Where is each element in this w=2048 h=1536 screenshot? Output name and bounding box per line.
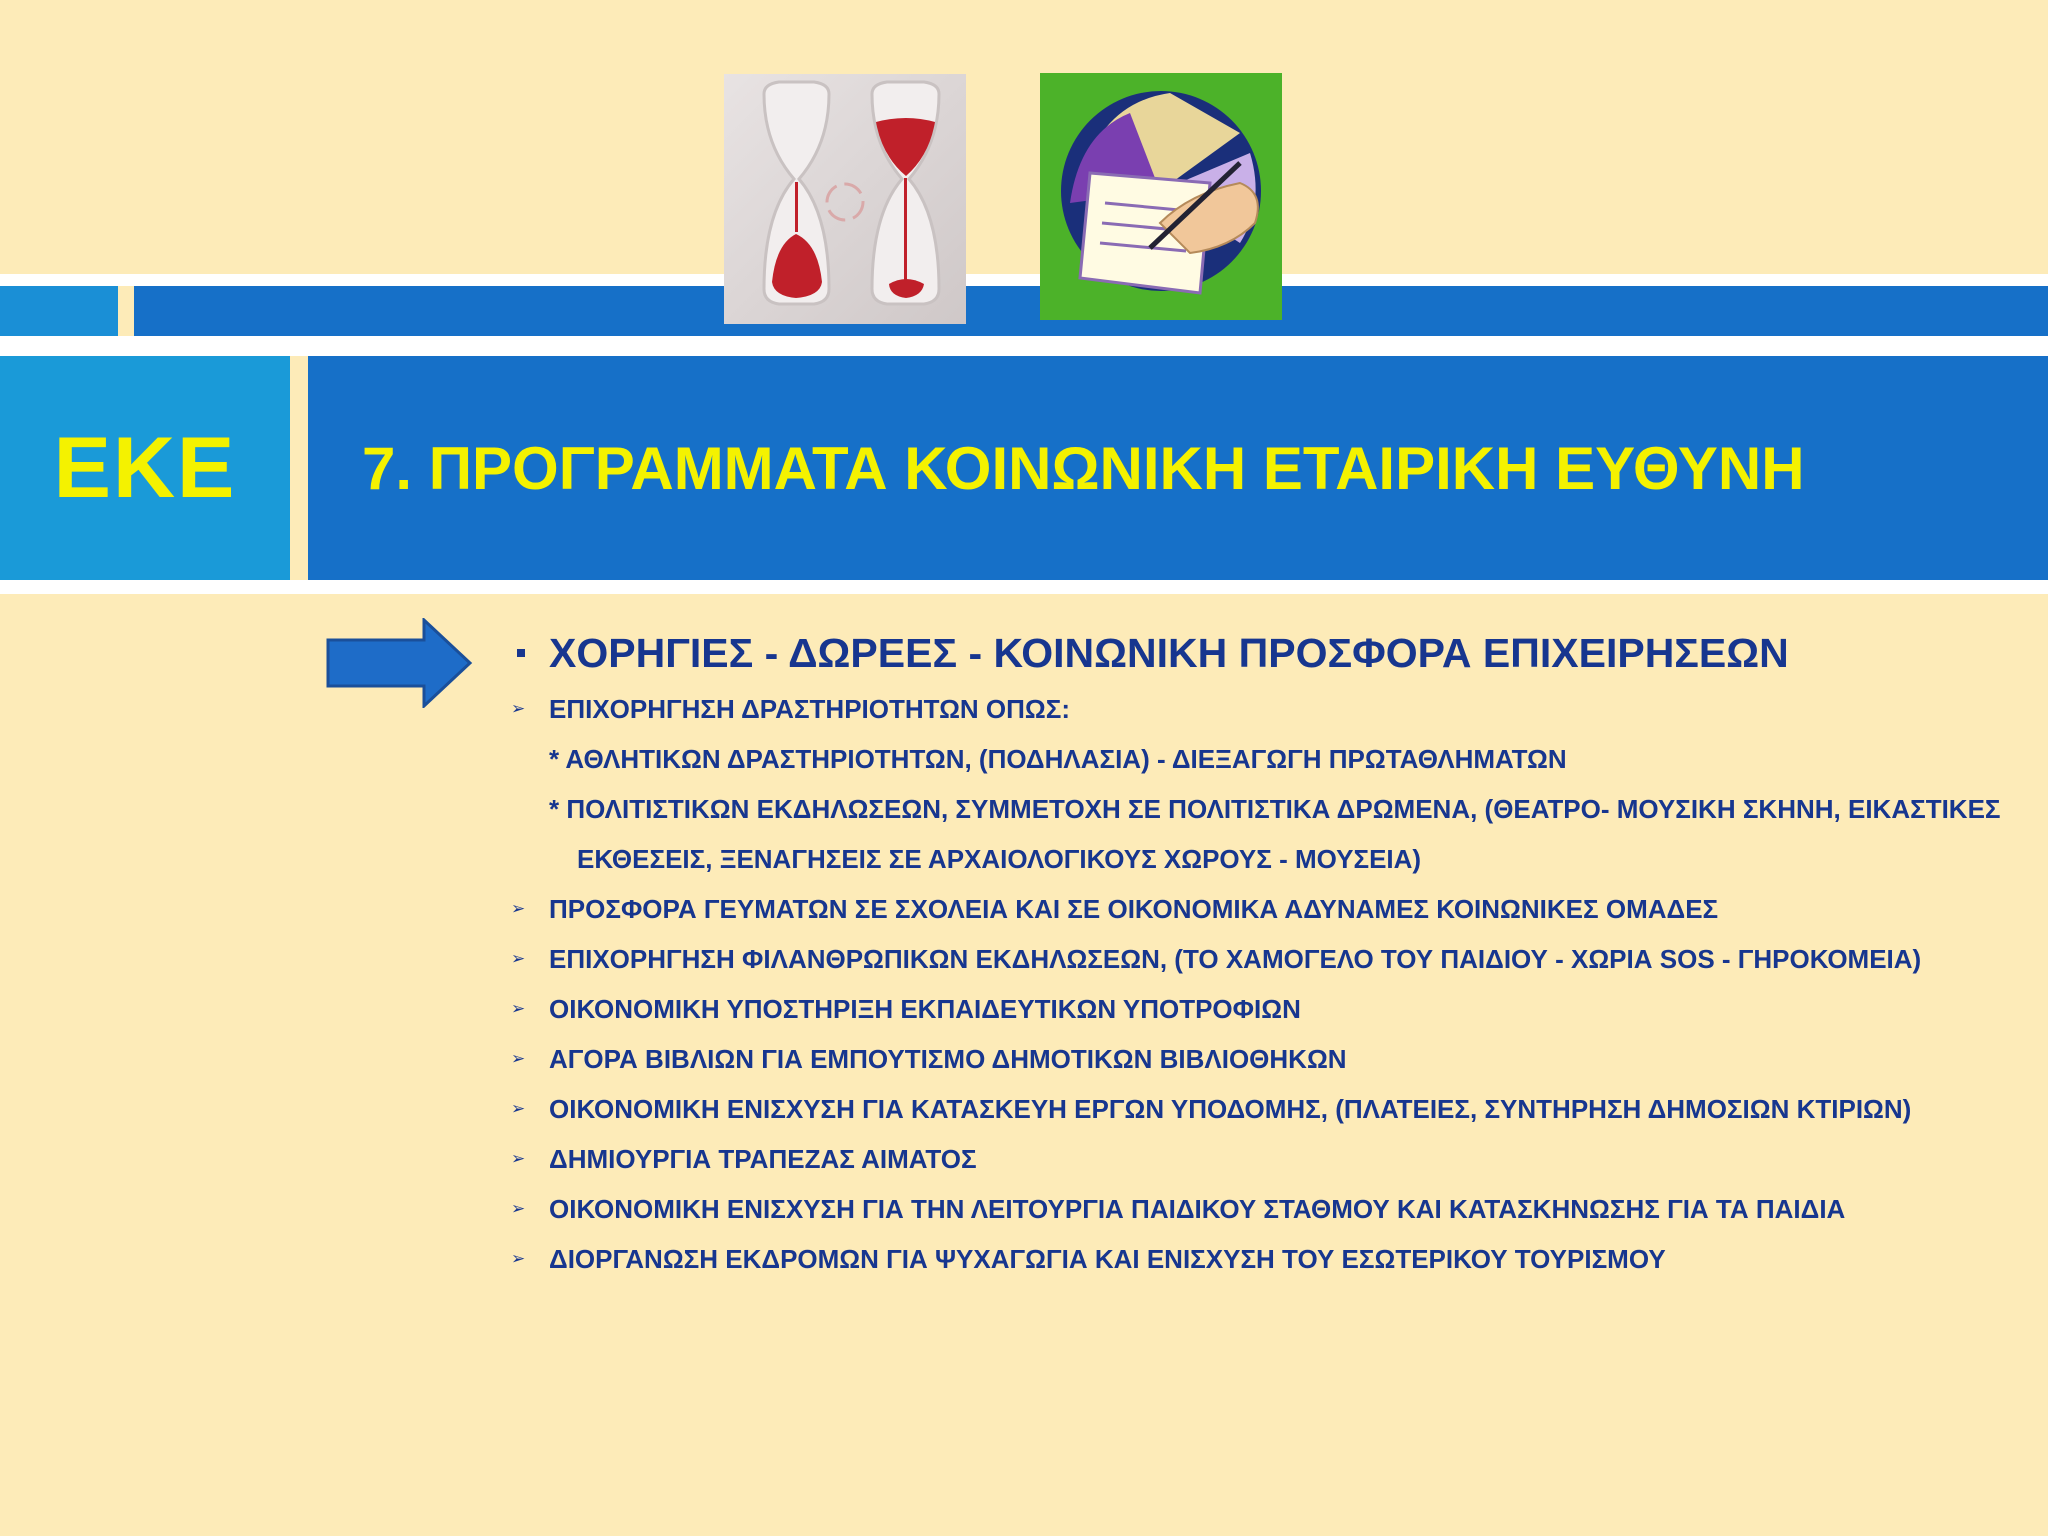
list-item-text: ΟΙΚΟΝΟΜΙΚΗ ΕΝΙΣΧΥΣΗ ΓΙΑ ΚΑΤΑΣΚΕΥΗ ΕΡΓΩΝ ΥΠΟΔΟΜΗΣ, (ΠΛΑΤΕΙΕΣ, ΣΥΝΤΗΡΗΣΗ ΔΗΜΟΣΙΩΝ ΚΤΙΡΙΩΝ)	[549, 1093, 1912, 1124]
list-item-text: * ΑΘΛΗΤΙΚΩΝ ΔΡΑΣΤΗΡΙΟΤΗΤΩΝ, (ΠΟΔΗΛΑΣΙΑ) - ΔΙΕΞΑΓΩΓΗ ΠΡΩΤΑΘΛΗΜΑΤΩΝ	[549, 743, 1567, 774]
list-item-text: ΑΓΟΡΑ ΒΙΒΛΙΩΝ ΓΙΑ ΕΜΠΟΥΤΙΣΜΟ ΔΗΜΟΤΙΚΩΝ ΒΙΒΛΙΟΘΗΚΩΝ	[549, 1043, 1347, 1074]
divider-line	[0, 580, 2048, 594]
list-item-text: ΕΚΘΕΣΕΙΣ, ΞΕΝΑΓΗΣΕΙΣ ΣΕ ΑΡΧΑΙΟΛΟΓΙΚΟΥΣ ΧΩΡΟΥΣ - ΜΟΥΣΕΙΑ)	[577, 843, 1422, 874]
list-item	[505, 1034, 2040, 1084]
content-list	[505, 622, 2040, 1284]
section-heading	[505, 622, 2040, 684]
list-item	[505, 1184, 2040, 1234]
list-item	[505, 884, 2040, 934]
right-arrow-icon	[326, 618, 474, 708]
chevron-bullet-icon: ➢	[511, 1049, 526, 1068]
list-item-text: ΕΠΙΧΟΡΗΓΗΣΗ ΔΡΑΣΤΗΡΙΟΤΗΤΩΝ ΟΠΩΣ:	[549, 693, 1071, 724]
list-item	[505, 934, 2040, 984]
chevron-bullet-icon: ➢	[511, 1249, 526, 1268]
list-item	[505, 1234, 2040, 1284]
list-item-text: ΕΠΙΧΟΡΗΓΗΣΗ ΦΙΛΑΝΘΡΩΠΙΚΩΝ ΕΚΔΗΛΩΣΕΩΝ, (ΤΟ ΧΑΜΟΓΕΛΟ ΤΟΥ ΠΑΙΔΙΟΥ - ΧΩΡΙΑ SOS - ΓΗΡΟΚΟΜΕΙΑ)	[549, 943, 1922, 974]
list-item	[505, 684, 2040, 734]
chevron-bullet-icon: ➢	[511, 1149, 526, 1168]
side-label: ΕΚΕ	[53, 419, 237, 516]
list-item-text: ΔΙΟΡΓΑΝΩΣΗ ΕΚΔΡΟΜΩΝ ΓΙΑ ΨΥΧΑΓΩΓΙΑ ΚΑΙ ΕΝΙΣΧΥΣΗ ΤΟΥ ΕΣΩΤΕΡΙΚΟΥ ΤΟΥΡΙΣΜΟΥ	[549, 1243, 1666, 1274]
chevron-bullet-icon: ➢	[511, 699, 526, 718]
chevron-bullet-icon: ➢	[511, 999, 526, 1018]
list-item	[505, 834, 2040, 884]
hourglass-image	[724, 74, 966, 324]
divider-line	[0, 336, 2048, 356]
chevron-bullet-icon: ➢	[511, 1099, 526, 1118]
list-item	[505, 984, 2040, 1034]
square-bullet-icon	[517, 649, 525, 657]
side-label-box	[0, 356, 290, 580]
chevron-bullet-icon: ➢	[511, 949, 526, 968]
list-item	[505, 734, 2040, 784]
list-item	[505, 784, 2040, 834]
list-item-text: ΠΡΟΣΦΟΡΑ ΓΕΥΜΑΤΩΝ ΣΕ ΣΧΟΛΕΙΑ ΚΑΙ ΣΕ ΟΙΚΟΝΟΜΙΚΑ ΑΔΥΝΑΜΕΣ ΚΟΙΝΩΝΙΚΕΣ ΟΜΑΔΕΣ	[549, 893, 1719, 924]
chevron-bullet-icon: ➢	[511, 899, 526, 918]
list-item-text: * ΠΟΛΙΤΙΣΤΙΚΩΝ ΕΚΔΗΛΩΣΕΩΝ, ΣΥΜΜΕΤΟΧΗ ΣΕ ΠΟΛΙΤΙΣΤΙΚΑ ΔΡΩΜΕΝΑ, (ΘΕΑΤΡΟ- ΜΟΥΣΙΚΗ ΣΚΗΝΗ, ΕΙΚΑΣΤΙΚΕΣ	[549, 793, 2001, 824]
list-item-text: ΟΙΚΟΝΟΜΙΚΗ ΕΝΙΣΧΥΣΗ ΓΙΑ ΤΗΝ ΛΕΙΤΟΥΡΓΙΑ ΠΑΙΔΙΚΟΥ ΣΤΑΘΜΟΥ ΚΑΙ ΚΑΤΑΣΚΗΝΩΣΗΣ ΓΙΑ ΤΑ ΠΑΙΔΙΑ	[549, 1193, 1846, 1224]
list-item	[505, 1084, 2040, 1134]
heading-text: ΧΟΡΗΓΙΕΣ - ΔΩΡΕΕΣ - ΚΟΙΝΩΝΙΚΗ ΠΡΟΣΦΟΡΑ ΕΠΙΧΕΙΡΗΣΕΩΝ	[549, 629, 1789, 676]
page-title: 7. ΠΡΟΓΡΑΜΜΑΤΑ ΚΟΙΝΩΝΙΚΗ ΕΤΑΙΡΙΚΗ ΕΥΘΥΝΗ	[362, 434, 1805, 502]
title-band	[308, 356, 2048, 580]
header-strip-left	[0, 286, 118, 336]
list-item	[505, 1134, 2040, 1184]
writing-hand-image	[1040, 73, 1282, 320]
chevron-bullet-icon: ➢	[511, 1199, 526, 1218]
list-item-text: ΟΙΚΟΝΟΜΙΚΗ ΥΠΟΣΤΗΡΙΞΗ ΕΚΠΑΙΔΕΥΤΙΚΩΝ ΥΠΟΤΡΟΦΙΩΝ	[549, 993, 1301, 1024]
divider-line	[0, 274, 2048, 286]
list-item-text: ΔΗΜΙΟΥΡΓΙΑ ΤΡΑΠΕΖΑΣ ΑΙΜΑΤΟΣ	[549, 1143, 977, 1174]
